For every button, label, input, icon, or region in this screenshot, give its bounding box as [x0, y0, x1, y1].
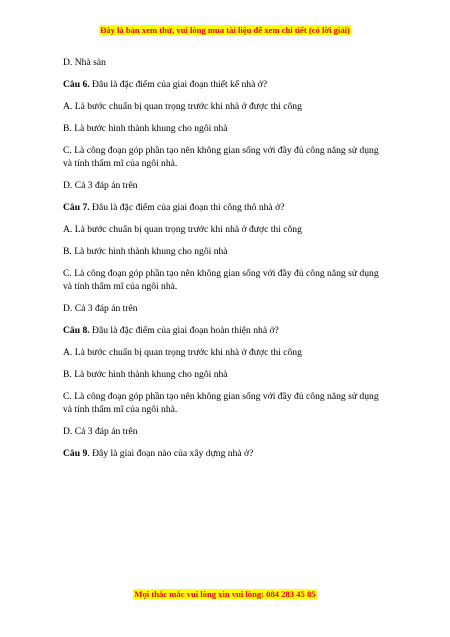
question-8-option-b: B. Là bước hình thành khung cho ngôi nhà [63, 369, 228, 380]
question-7 [63, 201, 390, 214]
question-7-option-b: B. Là bước hình thành khung cho ngôi nhà [63, 246, 228, 257]
question-7-label: Câu 7. [63, 202, 90, 213]
question-8 [63, 324, 390, 337]
question-8-option-a: A. Là bước chuẩn bị quan trọng trước khi nhà ở được thi công [63, 347, 302, 358]
question-8-text: Đâu là đặc điểm của giai đoạn hoàn thiện nhà ở? [89, 325, 279, 336]
question-9 [63, 447, 390, 460]
question-6 [63, 78, 390, 91]
contact-notice: Mọi thắc mắc vui lòng xin vui lòng: 084 283 45 85 [134, 589, 316, 599]
question-8-label: Câu 8. [63, 325, 90, 336]
preview-notice: Đây là bản xem thử, vui lòng mua tài liệu để xem chi tiết (có lời giải) [100, 25, 350, 35]
leading-option: D. Nhà sàn [63, 57, 106, 68]
question-6-option-b: B. Là bước hình thành khung cho ngôi nhà [63, 123, 228, 134]
question-6-option-a: A. Là bước chuẩn bị quan trọng trước khi nhà ở được thi công [63, 101, 302, 112]
question-9-text: . Đây là giai đoạn nào của xây dựng nhà ở? [87, 448, 254, 459]
question-6-label: Câu 6. [63, 79, 90, 90]
page-footer [0, 589, 450, 599]
question-7-option-a: A. Là bước chuẩn bị quan trọng trước khi nhà ở được thi công [63, 224, 302, 235]
question-6-option-c: C. Là công đoạn góp phần tạo nên không gian sống với đầy đủ công năng sử dụng và tính thẩm mĩ của ngôi nhà. [63, 145, 379, 169]
question-6-option-d: D. Cả 3 đáp án trên [63, 180, 138, 191]
question-7-option-d: D. Cả 3 đáp án trên [63, 303, 138, 314]
page-header [0, 25, 450, 35]
question-7-text: Đâu là đặc điểm của giai đoạn thi công thô nhà ở? [89, 202, 285, 213]
question-7-option-c: C. Là công đoạn góp phần tạo nên không gian sống với đầy đủ công năng sử dụng và tính thẩm mĩ của ngôi nhà. [63, 268, 379, 292]
question-8-option-c: C. Là công đoạn góp phần tạo nên không gian sống với đầy đủ công năng sử dụng và tính thẩm mĩ của ngôi nhà. [63, 391, 379, 415]
question-6-text: Đâu là đặc điểm của giai đoạn thiết kế nhà ở? [89, 79, 268, 90]
question-9-label: Câu 9 [63, 448, 88, 459]
document-body [63, 56, 390, 469]
question-8-option-d: D. Cả 3 đáp án trên [63, 426, 138, 437]
